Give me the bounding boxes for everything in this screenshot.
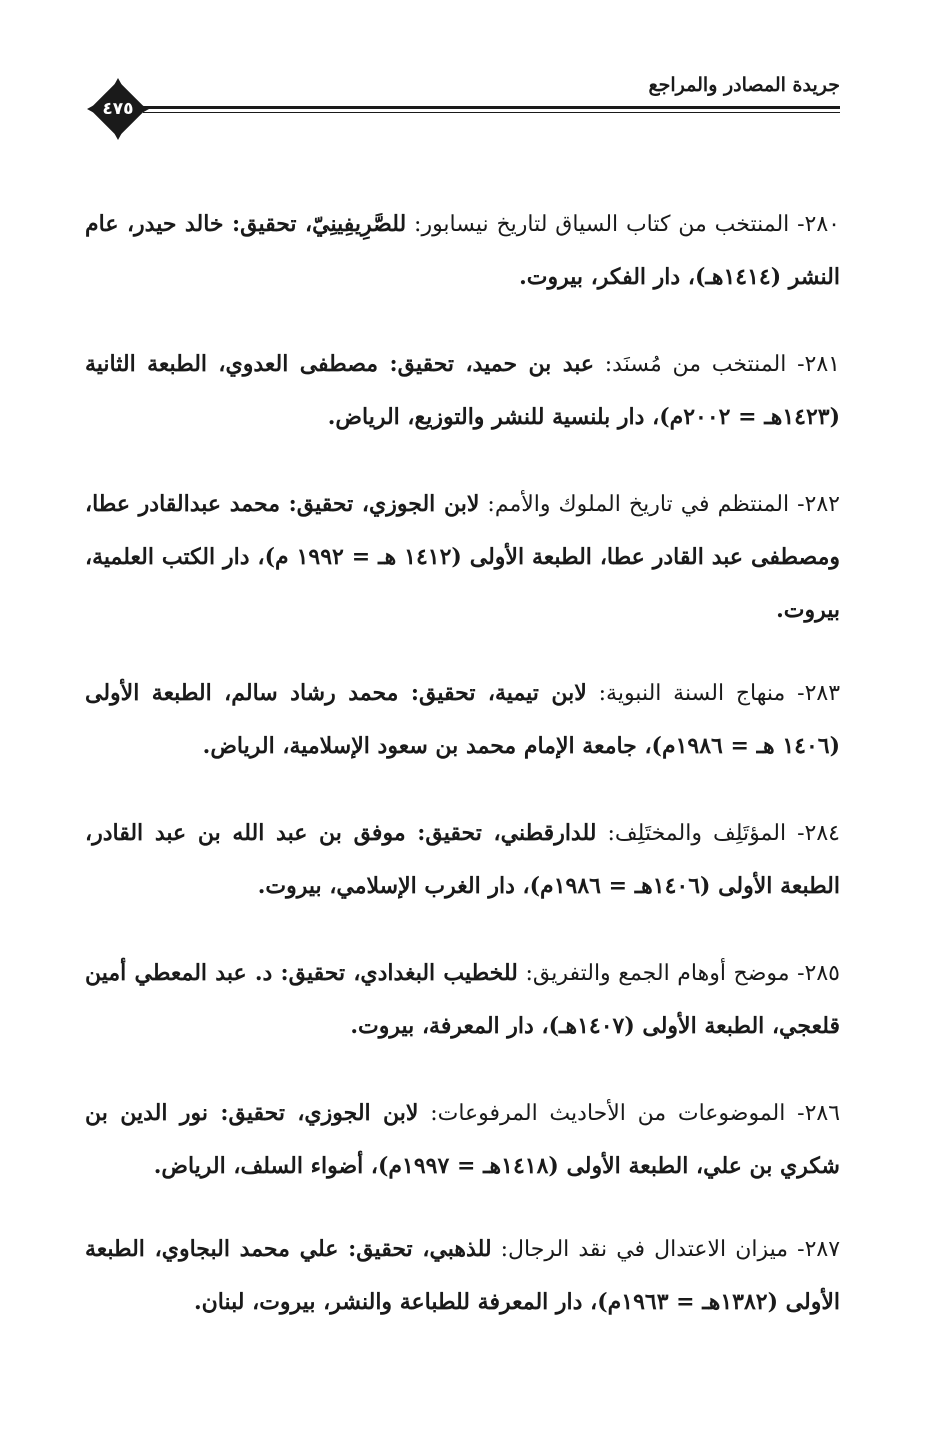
list-item <box>85 338 840 444</box>
entry-number: ٢٨٥- <box>797 961 840 986</box>
entry-details: للخطيب البغدادي، تحقيق: د. عبد المعطي أمين قلعجي، الطبعة الأولى (١٤٠٧هـ)، دار المعرفة، بيروت. <box>85 960 840 1039</box>
entry-details: لابن الجوزي، تحقيق: نور الدين بن شكري بن علي، الطبعة الأولى (١٤١٨هـ = ١٩٩٧م)، أضواء السلف، الرياض. <box>85 1100 840 1179</box>
entry-title: موضح أوهام الجمع والتفريق: <box>525 961 790 986</box>
entry-number: ٢٨٠- <box>797 212 840 237</box>
entry-number: ٢٨٢- <box>797 492 840 517</box>
entry-title: ميزان الاعتدال في نقد الرجال: <box>500 1237 789 1262</box>
entry-details: عبد بن حميد، تحقيق: مصطفى العدوي، الطبعة الثانية (١٤٢٣هـ = ٢٠٠٢م)، دار بلنسية للنشر والتوزيع، الرياض. <box>85 351 840 430</box>
list-item <box>85 198 840 304</box>
entry-title: المؤتَلِف والمختَلِف: <box>607 821 787 846</box>
entry-details: لابن الجوزي، تحقيق: محمد عبدالقادر عطا، ومصطفى عبد القادر عطا، الطبعة الأولى (١٤١٢ هـ = ١٩٩٢ م)، دار الكتب العلمية، بيروت. <box>85 491 840 623</box>
page-header <box>85 66 840 138</box>
entry-details: للذهبي، تحقيق: علي محمد البجاوي، الطبعة الأولى (١٣٨٢هـ = ١٩٦٣م)، دار المعرفة للطباعة والنشر، بيروت، لبنان. <box>85 1236 840 1315</box>
page-number-badge <box>85 76 151 142</box>
bibliography-list <box>85 198 840 1363</box>
entry-title: منهاج السنة النبوية: <box>598 681 786 706</box>
header-rule-thin <box>143 112 840 113</box>
list-item <box>85 1087 840 1193</box>
header-rule-thick <box>143 106 840 109</box>
entry-number: ٢٨٣- <box>797 681 841 706</box>
entry-details: للدارقطني، تحقيق: موفق بن عبد الله بن عبد القادر، الطبعة الأولى (١٤٠٦هـ = ١٩٨٦م)، دار الغرب الإسلامي، بيروت. <box>85 820 840 899</box>
running-title: جريدة المصادر والمراجع <box>648 74 840 96</box>
list-item <box>85 1223 840 1329</box>
list-item <box>85 807 840 913</box>
entry-title: الموضوعات من الأحاديث المرفوعات: <box>430 1101 786 1126</box>
page-number: ٤٧٥ <box>102 99 134 119</box>
entry-title: المنتظم في تاريخ الملوك والأمم: <box>487 492 790 517</box>
entry-number: ٢٨٤- <box>797 821 840 846</box>
entry-number: ٢٨٧- <box>797 1237 841 1262</box>
entry-details: لابن تيمية، تحقيق: محمد رشاد سالم، الطبعة الأولى (١٤٠٦ هـ = ١٩٨٦م)، جامعة الإمام محمد بن سعود الإسلامية، الرياض. <box>85 680 840 759</box>
list-item <box>85 667 840 773</box>
entry-number: ٢٨١- <box>797 352 840 377</box>
list-item <box>85 947 840 1053</box>
entry-title: المنتخب من كتاب السياق لتاريخ نيسابور: <box>414 212 790 237</box>
entry-number: ٢٨٦- <box>797 1101 841 1126</box>
entry-details: للصَّرِيفِينِيّ، تحقيق: خالد حيدر، عام النشر (١٤١٤هـ)، دار الفكر، بيروت. <box>85 211 840 290</box>
entry-title: المنتخب من مُسنَد: <box>604 352 787 377</box>
list-item <box>85 478 840 637</box>
